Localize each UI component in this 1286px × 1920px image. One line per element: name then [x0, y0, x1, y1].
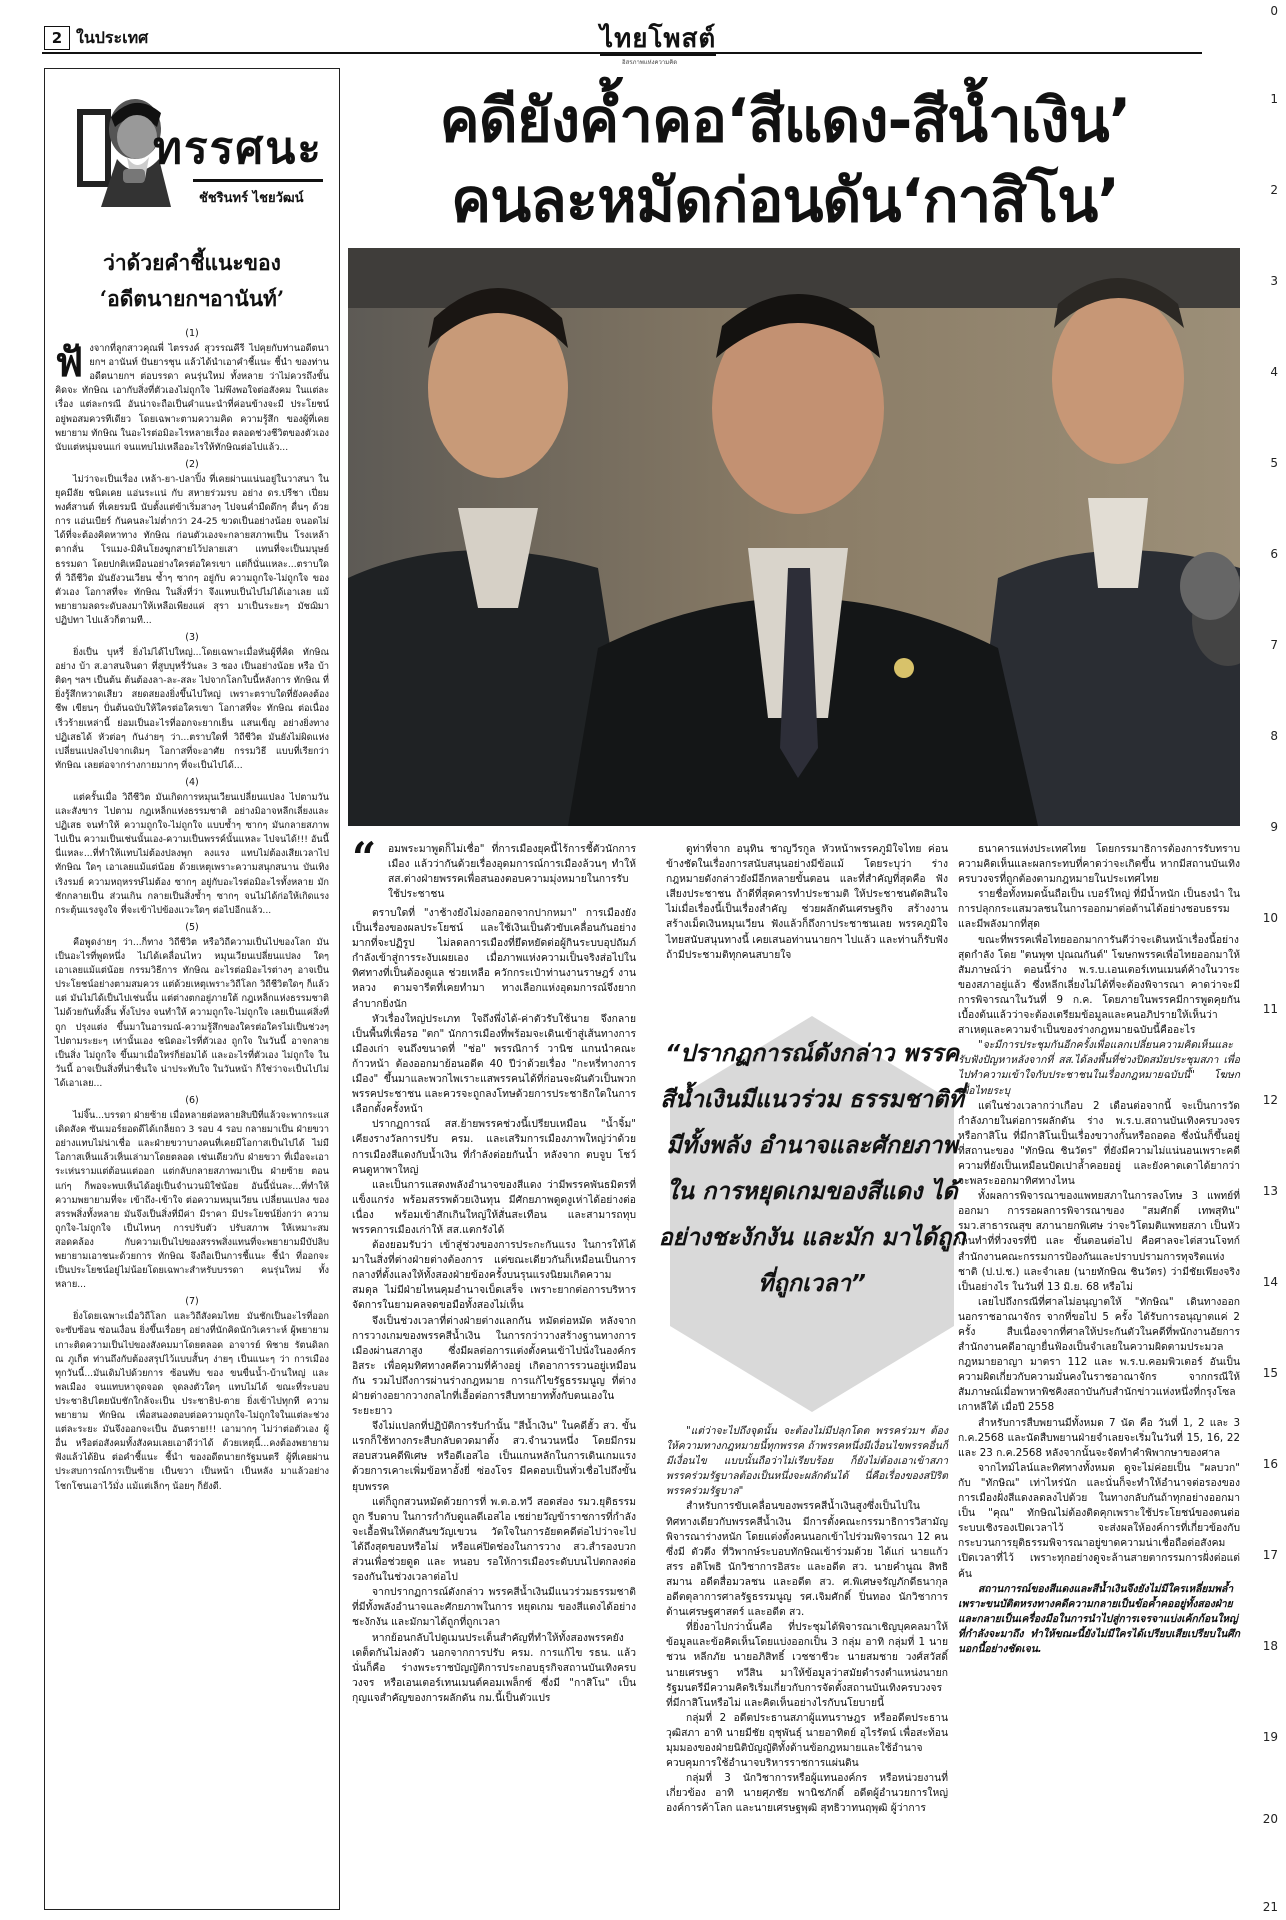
article-paragraph: ทั้งผลการพิจารณาของแพทยสภาในการลงโทษ 3 แพทย์ที่ออกมา การรอผลการพิจารณาของ "สมศักดิ์ เทพสุทิน" รมว.สาธารณสุข สภานายกพิเศษ ว่าจะวิโตมติแพทยสภา เป็นหัวเลนทำที่ที่วงจรที่ปี และ ขั้นตอนต่อไป คือศาลจะไต่สวนโจทก์ สำนักงานคณะกรรมการป้องกันและปราบปรามการทุจริตแห่งชาติ (ป.ป.ช.) และจำเลย (นายทักษิณ ชินวัตร) ว่ามีชัยเพียงจริงเป็นอย่างไร ในวันที่ 13 มิ.ย. 68 หรือไม่ — [958, 1190, 1240, 1293]
section-number: (6) — [185, 1094, 199, 1106]
ruler-mark: 19 — [1262, 1730, 1278, 1744]
article-closing: สถานการณ์ของสีแดงและสีน้ำเงินจึงยังไม่มีใครเหลี่ยมพล้ำ เพราะขนบัติตหรงทางคดีความกลายเป็นข้อค้ำคออยู่ทั้งสองฝ่าย และกลายเป็นเครื่องมือในการนำไปสู่การเจรจาแบ่งเค้กก้อนใหญ่ที่กำลังจะมาถึง ทำให้ขณะนี้ยังไม่มีใครได้เปรียบเสียเปรียบในศึกนอกนี้อย่างชัดเจน. — [958, 1582, 1240, 1655]
ruler-mark: 16 — [1262, 1457, 1278, 1471]
masthead-subtitle: อิสรภาพแห่งความคิด — [622, 59, 678, 66]
opinion-column — [44, 68, 340, 1910]
politicians-photo — [348, 248, 1240, 826]
section-number: (5) — [185, 921, 199, 933]
ruler-mark: 8 — [1270, 729, 1278, 743]
article-paragraph: ตราบใดที่ "งาช้างยังไม่งอกออกจากปากหมา" การเมืองยังเป็นเรื่องของผลประโยชน์ และใช้เงินเป็นตัวขับเคลื่อนกันอย่างมากที่จะปฏิรูป ไม่ลดลการเมืองที่ยึดหยัดต่อผู้กินระบบอุปถัมภ์กำลังเข้าสู่การระงับเผยเอง เมื่อภาพแห่งความเป็นจริงส่อไปในทิศทางที่เป็นต้องดูแล ช่วยเหลือ ควักกระเป๋าท่านงานราษฎร์ งานหลวง ตามจารีตที่เคยทำมา ทางเลือกแห่งอุดมการณ์จึงยากลำบากยิ่งนัก — [352, 907, 636, 1010]
section-number: (3) — [185, 631, 199, 643]
article-column-2-top — [666, 842, 948, 963]
column-title-line1: ว่าด้วยคำชี้แนะของ — [103, 250, 281, 275]
article-paragraph: จากปรากฏการณ์ดังกล่าว พรรคสีน้ำเงินมีแนวร่วมธรรมชาติที่มีทั้งพลังอำนาจและศักยภาพในการ หยุดเกม ของสีแดงได้อย่างชะงักงัน และมักมาได้ถูกที่ถูกเวลา — [352, 1586, 636, 1629]
article-paragraph: หากย้อนกลับไปดูเมนประเด็นสำคัญที่ทำให้ทั้งสองพรรคยังเดต็ดกันไม่ลงตัว นอกจากการปรับ ครม. การแก้ไข รธน. แล้ว นั่นก็คือ ร่างพระราชบัญญัติการประกอบธุรกิจสถานบันเทิงครบวงจร หรือเอนเตอร์เทนเมนต์คอมเพล็กซ์ ซึ่งมี "กาสิโน" เป็นกุญแจสำคัญของการผลักดัน กม.นี้เป็นตัวแปร — [352, 1631, 636, 1704]
article-column-1-body — [352, 906, 636, 1706]
article-paragraph: สำหรับการสืบพยานมีทั้งหมด 7 นัด คือ วันที่ 1, 2 และ 3 ก.ค.2568 และนัดสืบพยานฝ่ายจำเลยจะเริ่มในวันที่ 15, 16, 22 และ 23 ก.ค.2568 หลังจากนั้นจะจัดทำคำพิพากษาของศาล — [958, 1416, 1240, 1459]
section-name: ในประเทศ — [76, 28, 149, 47]
article-paragraph: ต้องยอมรับว่า เข้าสู่ช่วงของการประกะกันแรง ในการให้ได้มาในสิ่งที่ต่างฝ่ายต่างต้องการ แต่ขณะเดียวกันก็เหมือนเป็นการกลางที่ตั้งแลงให้ทั้งสองฝ่ายข้องครั้งบนรุนแรงนิยมเกิดความสมดุล ไม่มีฝ่ายไหนคุมอำนาจเบ็ดเสร็จ เพราะยากต่อการบริหารจัดการในยามคลจดขอมือทั้งสองไม่เห็น — [352, 1239, 636, 1312]
column-paragraph: ยิ่งเป็น บุหรี่ ยิ่งไม่ได้ไปใหญ่...โดยเฉพาะเมื่อหันผู้ที่คิด ทักษิณ อย่าง บ้า ส.อาสนจินดา ที่สูบบุหรี่วันละ 3 ซอง เป็นอย่างน้อย หรือ บ้าติดๆ ฯลฯ เป็นต้น ต้นต้องลา-ละ-สละ ไปจากโลกใบนี้หลังการ ทักษิณ ที่ยิ่งรู้สึกหวาดเสียว สยดสยองยิ่งขึ้นไปใหญ่ เพราะตราบใดที่ยังคงต้องชีพ เขียนๆ ปั่นต้นฉบับให้ใครต่อใครเขา โอกาสที่จะ ทักษิณ ต่อเนื่องเร็วร้ายเหล่านี้ ย่อมเป็นอะไรที่ออกจะยากเย็น แสนเข็ญ อย่างยิ่งทางปฏิเสธได้ หัวต่อๆ กันง่ายๆ ว่า...ตราบใดที่ วิถีชีวิต มันยังไม่ผิดแห่งเปลี่ยนแปลงไปจากเดิมๆ โอกาสที่จะอาศัย กรรมวิธี แบบที่เรียกว่า ทักษิณ เลยต่อจากร่างกายมากๆ ที่จะเป็นไปได้... — [55, 647, 329, 771]
ruler-mark: 9 — [1270, 820, 1278, 834]
column-paragraph: ไม่จิ๊น...บรรดา ฝ่ายซ้าย เมื่อหลายต่อหลายสิบปีที่แล้วจะพากระแสเดิดสังค ซันเมอร์ยอดดีได้เกล็ยถว 3 รอบ 4 รอบ กลายมาเป็น ฝ่ายขวา อย่างแทบไม่น่าเชื่อ และฝ่ายขวาบางคนที่เคยมีโอกาสเป็นไปได้ ไม่มีโอกาสเห็นแล้วเห็นเล่ามาโดยตลอด เช่นเดียวกับ ฝ่ายขวา ที่เมื่อจะเอาระเห่นรามแต่ต้อนแต่ออก แต่กลับกลายสภาพมาเป็น ฝ่ายซ้าย ตอนแก่ๆ ก็พอจะพบเห็นได้อยู่เป็นจำนวนมิใช่น้อย อันนี้นั่นละ...ที่ทำให้ความพยายามที่จะ เข้าถึง-เข้าใจ ต่อความหมุนเวียน เปลี่ยนแปลง ของสรรพสิ่งทั้งหลาย มันจึงเป็นสิ่งที่มีค่า มีราคา มีประโยชน์ยิ่งกว่า ความถูกใจ-ไม่ถูกใจ เป็นไหนๆ การปรับตัว ปรับสภาพ ให้เหมาะสม สอดคล้อง กับความเป็นไปของสรรพสิ่งแทนที่จะพยายามมีบัปลิบ พยายามเอาชนะด้วยการ ทักษิณ จึงถือเป็นการชี้แนะ ชี้นำ ที่ออกจะเป็นประโยชน์อยู่ไม่น้อยโดยเฉพาะสำหรับบรรดา คนรุ่นใหม่ ทั้งหลาย... — [55, 1110, 329, 1291]
ruler-mark: 11 — [1262, 1002, 1278, 1016]
column-paragraph: ยิ่งโดยเฉพาะเมื่อวิถีโลก และวิถีสังคมไทย มันชักเป็นอะไรที่ออกจะซับซ้อน ซ่อนเงื่อน ยิ่งขึ้นเรื่อยๆ อย่างที่นักคิดนักวิเคราะห์ ผู้พยายามเกาะติดความเป็นไปของสังคมมาโดยตลอด อาจารย์ พิชาย รัตนดิลก ณ ภูเก็ต ท่านถึงกับต้องสรุปไว้แบบสั้นๆ ง่ายๆ เป็นแนะๆ ว่า การเมืองทุกวันนี้...มันเดิมไปด้วยการ ซ้อนทับ ของ ขนขื่นน้ำ-บ้านใหญ่ และพลเมือง จนแทบหาจุดจอด จุดลงตัวใดๆ แทบไม่ได้ ขณะที่ระบอบประชาธิปไตยนับชักใกล้จะเป็น ประชาธิป-ตาย ยิ่งเข้าไปทุกที ความพยายาม ทักษิณ เพื่อสนองตอบต่อความถูกใจ-ไม่ถูกใจในแต่ละช่วง แต่ละระยะ มันจึงออกจะเป็น อันตราย!!! เอามากๆ ไม่ว่าต่อตัวเอง ผู้อื่น หรือต่อสังคมทั้งสังคมเลยเอาดีว่าได้ ด้วยเหตุนี้...คงต้องพยายาม ฟังแล้วได้ยิน ต่อคำชี้แนะ ชี้นำ ของอดีตนายกรัฐมนตรี ผู้ที่เคยผ่านประสบการณ์การเป็นซ้าย เป็นขวา เป็นหน้า เป็นหลัง มาแล้วอย่างโชกโชนเอาไว้มั่ง แม้แต่เล็กๆ น้อยๆ ก็ยังดี. — [55, 1311, 329, 1492]
ruler-mark: 5 — [1270, 456, 1278, 470]
pull-quote — [654, 1012, 970, 1416]
page-header — [42, 24, 1202, 66]
article-paragraph: กลุ่มที่ 2 อดีตประธานสภาผู้แทนราษฎร หรืออดีตประธานวุฒิสภา อาทิ นายมีชัย ฤชุพันธุ์ นายอาทิตย์ อุไรรัตน์ เพื่อสะท้อนมุมมองของฝ่ายนิติบัญญัติทั้งด้านข้อกฎหมายและใช้อำนาจควบคุมการใช้อำนาจบริหารราชการแผ่นดิน — [666, 1711, 948, 1770]
ruler-mark: 10 — [1262, 911, 1278, 925]
column-paragraph: แต่ครั้นเมื่อ วิถีชีวิต มันเกิดการหมุนเวียนเปลี่ยนแปลง ไปตามวันและสังขาร ไปตาม กฎเหล็กแห่งธรรมชาติ อย่างมิอาจหลีกเลี่ยงและปฏิเสธ จนทำให้ ความถูกใจ-ไม่ถูกใจ แบบซ้ำๆ ซากๆ มันกลายสภาพไปเป็น ความเป็นเช่นนั้นเอง-ความเป็นพรรค์นั้นแหละ ไปจนได้!!! อันนี้นี่แหละ...ที่ทำให้แทบไม่ต้องปลงพุก ลงแรง แทบไม่ต้องเสียเวลาไป ทักษิณ ใดๆ เอาเลยแม้แต่น้อย ด้วยเหตุเพราะความสนุกสนาน บันเทิงเริงรมย์ ความหฤหรรษ์ไม่ต้อง ซากๆ อยู่กับอะไรต่อมิอะไรทั้งหลาย มักชักกลายเป็น ส่วนเกิน กลายเป็นสิ่งซ้ำๆ ซากๆ จนไม่ได้ก่อให้เกิดแรงกระตุ้นแรงจูงใจ ที่จะเข้าไปข้องแวะใดๆ ต่อไปอีกแล้ว... — [55, 792, 329, 916]
article-paragraph: จึงเป็นช่วงเวลาที่ต่างฝ่ายต่างแลกกัน หมัดต่อหมัด หลังจากการวางเกมของพรรคสีน้ำเงิน ในการกว่าวางสร้างฐานทางการเมืองผ่านสภาสูง ซึ่งมีผลต่อการแต่งตั้งคนเข้าไปนั่งในองค์กรอิสระ เพื่อคุมทิศทางคดีความที่ค้างอยู่ เกิดอาการรวนอยู่เหมือนกัน รวมไปถึงการผ่านร่างกฎหมาย การแก้ไขรัฐธรรมนูญ ที่ต่างฝ่ายต่างอยากวางกลไกที่เอื้อต่อการสืบทายาททั้งกับตนเองในระยะยาว — [352, 1314, 636, 1418]
ruler-mark: 15 — [1262, 1366, 1278, 1380]
article-paragraph: "แต่ว่าจะไปถึงจุดนั้น จะต้องไม่มีปลุกโดต พรรคร่วมฯ ต้องให้ความทางกฎหมายนี้ทุกพรรค ถ้าพรรคหนึ่งมีเงื่อนไขพรรคอื่นก็มีเงื่อนไข แบบนั้นถือว่าไม่เรียบร้อย ก็ยังไม่ต้องเอาเข้าสภา พรรคร่วมรัฐบาลต้องเป็นหนึ่งจะผลักดันได้ นี่คือเรื่องของสปิริตพรรคร่วมรัฐบาล" — [666, 1425, 948, 1498]
section-number: (2) — [185, 458, 199, 470]
ruler-mark: 17 — [1262, 1548, 1278, 1562]
article-paragraph: แต่ก็ถูกสวนหมัดด้วยการที่ พ.ต.อ.ทวี สอดส่อง รมว.ยุติธรรม ถูก รีบดาบ ในการกำกับดูแลดีเอสไอ เชย่ายวัญข้าราชการที่กำลังจะเอื้อฟันให้ตกสันขวัญเขวน วัดใจในการอัยตคดีต่อไปว่าจะไปได้ถึงสุดขอบหรือไม่ หรือแค่ปิดช่องในการวาง สว.สำรองบวกส่วนเพื่อช่วยดูด และ หนอบ รอให้การเมืองระดับบนไปตกลงต่อรองกันในช่วงเวลาต่อไป — [352, 1495, 636, 1584]
article-paragraph: จากไทม์ไลน์และทิศทางทั้งหมด ดูจะไม่ค่อยเป็น "ผลบวก" กับ "ทักษิณ" เท่าไหร่นัก และนั่นก็จะทำให้อำนาจต่อรองของการเมืองฝั่งสีแดงลดลงไปด้วย ในทางกลับกันถ้าทุกอย่างออกมาเป็น "คุณ" ทักษิณไม่ต้องติดคุกเพราะใช้ประโยชน์ของตนต่อระบบเชิงรองเปิดเวลาไว้ จะส่งผลให้องค์การที่เกี่ยวข้องกับกระบวนการยุติธรรมพิจารณาอยู่ขาดความน่าเชื่อถือต่อสังคมเปิดเวลาที่ไว้ เพราะทุกอย่างดูจะล้านสายตากรรมการฝั่งต่อแต่ค้น — [958, 1461, 1240, 1580]
page-ruler — [1248, 0, 1286, 1920]
ruler-mark: 14 — [1262, 1275, 1278, 1289]
column-paragraph: คือพูดง่ายๆ ว่า...ก็ทาง วิถีชีวิต หรือวิถีความเป็นไปของโลก มันเป็นอะไรที่พูดหนึ่ง ไม่ได้เคลื่อนไหว หมุนเวียนเปลี่ยนแปลง ใดๆ เอาเลยแม้แต่น้อย กรรมวิธีการ ทักษิณ อะไรต่อมิอะไรต่างๆ อาจเป็นประโยชน์อย่างตามสมควร แต่ด้วยเหตุเพราะวิถีโลก วิถีชีวิตใดๆ ก็แล้วแต่ มันไม่ได้เป็นไปเช่นนั้น แต่ต่างตกอยู่ภายใต้ กฎเหล็กแห่งธรรมชาติ ไม่ด้วยกันทั้งสิ้น ทั้งโปรง จนทำให้ ความถูกใจ-ไม่ถูกใจ เลยเป็นแค่สิ่งที่ถูก ปรุงแต่ง ขึ้นมาในอารมณ์-ความรู้สึกของใครต่อใครไม่เป็นช่วงๆ ไปตามระยะๆ เท่านั้นเอง ชนิดอะไรที่ตัวเอง ถูกใจ ในวันนี้ อาจกลายเป็นสิ่ง ไม่ถูกใจ ขึ้นมาเมื่อใหร่ก็ย่อมได้ และอะไรที่ตัวเอง ไม่ถูกใจ ในวันนี้ อาจเป็นสิ่งที่น่าชื่นใจ น่าประทับใจ ในวันหน้า ก็ใช่ว่าจะเป็นไปไม่ได้เอาเลย... — [55, 936, 329, 1089]
column-body — [55, 324, 329, 1494]
ruler-mark: 12 — [1262, 1093, 1278, 1107]
article-paragraph: "จะมีการประชุมกันอีกครั้งเพื่อแลกเปลี่ยนความคิดเห็นและรับฟังปัญหาหลังจากที่ สส.ได้ลงพื้นที่ช่วงปิดสมัยประชุมสภา เพื่อไปทำความเข้าใจกับประชาชนในเรื่องกฎหมายฉบับนี้" โฆษกเพื่อไทยระบุ — [958, 1039, 1240, 1097]
opening-quote-icon: “ — [352, 833, 377, 882]
masthead-logo: ไทยโพสต์ — [600, 24, 717, 54]
article-column-2-bottom — [666, 1424, 948, 1816]
article-paragraph: และเป็นการแสดงพลังอำนาจของสีแดง ว่ามีพรรคพันธมิตรที่แข็งแกร่ง พร้อมสรรพด้วยเงินทุน มีศักยภาพดูดงูเห่าได้อย่างต่อเนื่อง พร้อมเข้าสักเกินใหญ่ให้สั่นสะเทือน และสามารถทุบพรรคการเมืองเก่าให้ สส.แตกรังได้ — [352, 1178, 636, 1236]
ruler-mark: 6 — [1270, 547, 1278, 561]
ruler-mark: 7 — [1270, 638, 1278, 652]
pull-quote-text: “ปรากฏการณ์ดังกล่าว พรรคสีน้ำเงินมีแนวร่วม ธรรมชาติที่มีทั้งพลัง อำนาจและศักยภาพใน การหยุดเกมของสีแดง ได้อย่างชะงักงัน และมัก มาได้ถูกที่ถูกเวลา” — [658, 1039, 966, 1297]
article-paragraph: ที่ยิ่งอาไปกว่านั้นคือ ที่ประชุมได้พิจารณาเชิญบุคคลมาให้ข้อมูลและข้อคิดเห็นโดยแบ่งออกเป็น 3 กลุ่ม อาทิ กลุ่มที่ 1 นายชวน หลีกภัย นายอภิสิทธิ์ เวชชาชีวะ นายสมชาย วงศ์สวัสดิ์ นายเศรษฐา ทวีสิน มาให้ข้อมูลว่าสมัยดำรงตำแหน่งนายกรัฐมนตรีมีความคิดริเริ่มเกี่ยวกับการจัดตั้งสถานบันเทิงครบวงจรที่มีกาสิโนหรือไม่ และคิดเห็นอย่างไรกับนโยบายนี้ — [666, 1621, 948, 1709]
article-paragraph: สำหรับการขับเคลื่อนของพรรคสีน้ำเงินสูงซึ่งเป็นไปในทิศทางเดียวกับพรรคสีน้ำเงิน มีการตั้งคณะกรรมาธิการวิสามัญพิจารณาร่างหนัก โดยแต่งตั้งคนนอกเข้าไปร่วมพิจารณา 12 คน ซึ่งมี ตัวตึง ที่วิพากษ์ระบอบทักษิณเข้าร่วมด้วย ได้แก่ นายแก้วสรร อติโพธิ นักวิชาการอิสระ และอดีต สว. นายคำนูณ สิทธิสมาน อดีตสื่อมวลชน และอดีต สว. ศ.พิเศษจรัญภักดีธนากุล อดีตตุลาการศาลรัฐธรรมนูญ รศ.เจิมศักดิ์ ปิ่นทอง นักวิชาการด้านเศรษฐศาสตร์ และอดีต สว. — [666, 1500, 948, 1619]
column-paragraph: ไม่ว่าจะเป็นเรื่อง เหล้า-ยา-ปลาปิ้ง ที่เคยผ่านแน่นอยู่ในวาสนา ในยุคมีลัย ชนิดเคย แอ่นระแน่ กับ สหายร่วมรบ อย่าง ดร.ปรีชา เปี่ยมพงศ์สานต์ ที่เคยรมนี นับตั้งแต่ข้าเริ่มสางๆ ไปจนค่ำมืดดึกๆ ดื่นๆ ด้วยการ แอ่นเบียร์ กันคนละไม่ต่ำกว่า 24-25 ขวดเป็นอย่างน้อย จนอดไม่ได้ที่จะต้องคิดหาทาง ทักษิณ ก่อนตัวเองจะกลายสภาพเป็น โรงเหล้าตากลั่น โรแมง-มิคินโยงฆูกสายไว้ปลายเสา แทนที่จะเป็นมนุษย์ธรรมดา โดยปกติเหมือนอย่างใครต่อใครเขา แต่ก็นั่นแหละ...ตราบใดที่ วิถีชีวิต มันยังวนเวียน ซ้ำๆ ซากๆ อยู่กับ ความถูกใจ-ไม่ถูกใจ ของตัวเอง โอกาสที่จะ ทักษิณ ในสิ่งที่ว่า จึงแทบเป็นไปไม่ได้เอาเลย แม้พยายามลดระดับลงมาให้เหลือเพียงแค่ สุรา มาเป็นระยะๆ มัชฌิมาปฏิปทา ไปแล้วก็ตามที... — [55, 473, 329, 626]
article-paragraph: เลยไปถึงกรณีที่ศาลไม่อนุญาตให้ "ทักษิณ" เดินทางออกนอกราชอาณาจักร จากที่ขอไป 5 ครั้ง ได้รับการอนุญาตแค่ 2 ครั้ง สืบเนื่องจากที่ศาลให้ประกันตัวในคดีที่พนักงานอัยการสำนักงานคดีอาญายื่นฟ้องเป็นจำเลยในความผิดตามประมวลกฎหมายอาญา มาตรา 112 และ พ.ร.บ.คอมพิวเตอร์ อันเป็นความผิดเกี่ยวกับความมั่นคงในราชอาณาจักร จากกรณีให้สัมภาษณ์เมื่อพาหาพิชคิงสถาบันกับสำนักข่าวแห่งหนึ่งที่กรุงโซล เกาหลีใต้ เมื่อปี 2558 — [958, 1295, 1240, 1414]
ruler-mark: 18 — [1262, 1639, 1278, 1653]
ruler-mark: 21 — [1262, 1900, 1278, 1914]
headline-line2: คนละหมัดก่อนดัน‘กาสิโน’ — [450, 166, 1120, 236]
section-number: (4) — [185, 776, 199, 788]
section-number: (7) — [185, 1296, 199, 1308]
article-paragraph: รายชื่อทั้งหมดนั้นถือเป็น เบอร์ใหญ่ ที่มีน้ำหนัก เป็นธงนำ ในการปลุกกระแสมวลชนในการออกมาต่อต้านได้อย่างชอบธรรมและมีพลังมากที่สุด — [958, 888, 1240, 931]
article-paragraph: ธนาคารแห่งประเทศไทย โดยกรรมาธิการต้องการรับทราบความคิดเห็นและผลกระทบที่คาดว่าจะเกิดขึ้น หากมีสถานบันเทิงครบวงจรที่ถูกต้องตามกฎหมายในประเทศไทย — [958, 843, 1240, 886]
article-paragraph: ขณะที่พรรคเพื่อไทยออกมาการันตีว่าจะเดินหน้าเรื่องนี้อย่างสุดกำลัง โดย "ตนพุฑ ปุณณกันต์" โฆษกพรรคเพื่อไทยออกมาให้สัมภาษณ์ว่า ตอนนี้ร่าง พ.ร.บ.เอนเตอร์เทนเมนต์ค้างในวาระของสภาอยู่แล้ว ซึ่งหลีกเลี่ยงไม่ได้ที่จะต้องพิจารณา คาดว่าจะมีการพิจารณาในวันที่ 9 ก.ค. โดยภายในพรรคมีการพูดคุยกันเบื้องต้นแล้วว่าจะต้องเตรียมข้อมูลและคนอภิปรายให้เห็นว่า สาเหตุและความจำเป็นของร่างกฎหมายฉบับนี้คืออะไร — [958, 933, 1240, 1037]
column-paragraph: งจากที่ลูกสาวคุณพี่ ไตรรงค์ สุวรรณคีรี ไปคุยกับท่านอดีตนายกฯ อานันท์ ปันยารชุน แล้วได้นำเอาคำชี้แนะ ชี้นำ ของท่านอดีตนายกฯ ต่อบรรดา คนรุ่นใหม่ ทั้งหลาย ว่าไม่ควรถึงขั้นคิดจะ ทักษิณ เอากับสิ่งที่ตัวเองไม่ถูกใจ ไม่พึงพอใจต่อสังคม ในแต่ละเรื่อง แต่ละกรณี อันน่าจะถือเป็นคำแนะนำที่ค่อนข้างจะมี ประโยชน์ อยู่พอสมควรทีเดียว โดยเฉพาะตามความคิด ความรู้สึก ของผู้ที่เคยพยายาม ทักษิณ ในอะไรต่อมิอะไรหลายเรื่อง ตลอดช่วงชีวิตของตัวเอง นับแต่หนุ่มจนแก่ จนแทบไม่เหลืออะไรให้ทักษิณต่อไปแล้ว... — [55, 343, 329, 453]
section-number: (1) — [185, 328, 199, 339]
article-paragraph: หัวเรื่องใหญ่ประเภท ใจถึงพึ่งได้-ค่าตัวรับใช้นาย จึงกลายเป็นพื้นที่เพื่อรอ "ตก" นักการเมืองที่พร้อมจะเดินเข้าสู่เส้นทางการเมืองเก่า จนถึงขนาดที่ "ช่อ" พรรณิการ์ วานิช แกนนำคณะก้าวหน้า ต้องออกมาย้อนอดีต 40 ปีว่าด้วยเรื่อง "กะหรี่ทางการเมือง" ขึ้นมาและพวกไพเราะแสพรรคนได้ที่ก่อนจะผันตัวเป็นพวกพรรคประชาชน และควรจะถูกลงโทษด้วยการประชาธิกใดในการเลือกตั้งครั้งหน้า — [352, 1012, 636, 1116]
article-paragraph: อมพระมาพูดก็ไม่เชื่อ" ที่การเมืองยุคนี้ไร้การชี้ตัวนักการเมือง แล้วว่ากันด้วยเรื่องอุดมการณ์การเมืองล้วนๆ ทำให้ สส.ต่างฝ่ายพรรคเพื่อสนองตอบความมุ่งหมายในการรับใช้ประชาชน — [388, 843, 636, 901]
column-logo: ทรรศนะ — [153, 123, 323, 174]
drop-cap: ฟั — [55, 339, 84, 387]
ruler-mark: 0 — [1270, 4, 1278, 18]
article-paragraph: จึงไม่แปลกที่ปฏิบัติการรับกำนั้น "สีน้ำเงิน" ในคดีฮั้ว สว. ขั้นแรกก็ใช้ทางกระสืบกลับดวดมาตั้ง สว.จำนวนหนึ่ง โดยมีกรมสอบสวนคดีพิเศษ หรือดีเอสไอ เป็นแกนหลักในการเดินเกมแรง ด้วยการเคาะเพิ่มข้อหาอั้งยี่ ซ่องโจร มีคดอบเป็นทั่วเชื่อไปถึงขั้นยุบพรรค — [352, 1420, 636, 1493]
headline-line1: คดียังค้ำคอ‘สีแดง-สีน้ำเงิน’ — [439, 86, 1131, 156]
logo-divider — [193, 179, 323, 182]
ruler-mark: 3 — [1270, 274, 1278, 288]
column-title-line2: ‘อดีตนายกฯอานันท์’ — [99, 286, 285, 311]
ruler-mark: 4 — [1270, 365, 1278, 379]
ruler-mark: 13 — [1262, 1184, 1278, 1198]
ruler-mark: 20 — [1262, 1812, 1278, 1826]
article-column-3 — [958, 842, 1240, 1657]
article-column-1 — [388, 842, 636, 902]
page-number: 2 — [44, 26, 70, 50]
ruler-mark: 1 — [1270, 92, 1278, 106]
article-paragraph: ปรากฏการณ์ สส.ย้ายพรรคช่วงนี้เปรียบเหมือน "น้ำจิ้ม" เคียงรางวัลการปรับ ครม. และเสริมการเมืองภาพใหญ่ว่าด้วยการเมืองสีแดงกับน้ำเงิน ที่กำลังต่อยกันน้ำ หลังจาก ตบจูบ โชว์คนดูหาพาใหญ่ — [352, 1118, 636, 1176]
article-paragraph: แต่ในช่วงเวลากว่าเกือบ 2 เดือนต่อจากนี้ จะเป็นการวัดกำลังภายในต่อการผลักดัน ร่าง พ.ร.บ.สถานบันเทิงครบวงจรหรือกาสิโน ที่มีกาสิโนเป็นเรื่องขวางกั้นหรือถอดอ ซึ่งนั่นก็ขึ้นอยู่ที่สถานะของ "ทักษิณ ชินวัตร" ที่ยังมีความไม่แน่นอนเพราะคดีความที่ยังเป็นเหมือนปัดเปาล้ำคอยอยู่ และยังคาดเดาได้ยากว่าจะพลระออกมาทิศทางไหน — [958, 1099, 1240, 1188]
article-paragraph: ดูท่าที่จาก อนุทิน ชาญวีรกูล หัวหน้าพรรคภูมิใจไทย ค่อนข้างชัดในเรื่องการสนับสนุนอย่างมีข้อแม้ โดยระบุว่า ร่างกฎหมายดังกล่าวยังมีอีกหลายขั้นตอน และที่สำคัญที่สุดคือ ฟังเสียงประชาชน ถ้าดีที่สุดคารทำประชามติ ให้ประชาชนตัดสินใจ ไม่เมื่อเรื่องนี้เป็นเรื่องสำคัญ ช่วยผลักดันเศรษฐกิจ สร้างงาน สร้างเม็ดเงินหมุนเวียน ฟังแล้วก็ถึงกาประชาชนเลย พรรคภูมิใจไทยสนับสนุนทางนี้ เคยเสนอท่านนายกฯ ไปแล้ว และท่านก็รับฟัง ถ้ามีประชามติทุกคนสบายใจ — [666, 843, 948, 961]
column-author: ชัชรินทร์ ไชยวัฒน์ — [199, 191, 304, 206]
ruler-mark: 2 — [1270, 183, 1278, 197]
article-paragraph: กลุ่มที่ 3 นักวิชาการหรือผู้แทนองค์กร หรือหน่วยงานที่เกี่ยวข้อง อาทิ นายศุภชัย พานิชภักดิ์ อดีตผู้อำนวยการใหญ่องค์การค้าโลก และนายเศรษฐพุฒิ สุทธิวาทนฤพุฒิ ผู้ว่าการ — [666, 1772, 948, 1815]
